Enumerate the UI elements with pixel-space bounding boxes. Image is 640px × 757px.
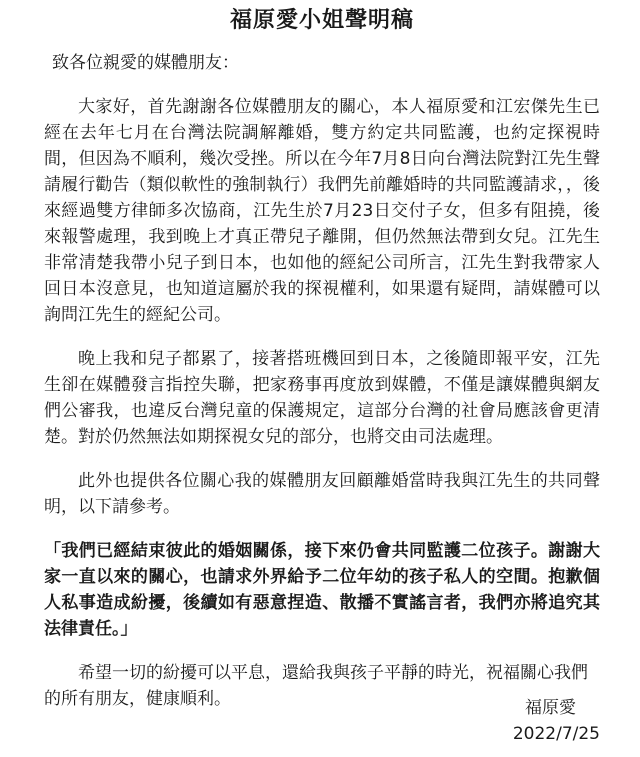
signature-block [513,695,600,747]
paragraph-1: 大家好，首先謝謝各位媒體朋友的關心，本人福原愛和江宏傑先生已經在去年七月在台灣法院調解離婚，雙方約定共同監護，也約定探視時間，但因為不順利，幾次受挫。所以在今年7月8日向台灣法院對江先生聲請履行勸告（類似軟性的強制執行）我們先前離婚時的共同監護請求，，後來經過雙方律師多次協商，江先生於7月23日交付子女，但多有阻撓，後來報警處理，我到晚上才真正帶兒子離開，但仍然無法帶到女兒。江先生非常清楚我帶小兒子到日本，也如他的經紀公司所言，江先生對我帶家人回日本沒意見，也知道這屬於我的探視權利，如果還有疑問，請媒體可以詢問江先生的經紀公司。 [44,97,600,325]
closing-paragraph: 希望一切的紛擾可以平息，還給我與孩子平靜的時光，祝福關心我們的所有朋友，健康順利。 [44,663,588,709]
signature-date: 2022/7/25 [512,724,600,744]
salutation: 致各位親愛的媒體朋友： [52,53,239,73]
signature-name: 福原愛 [525,698,576,718]
document-title: 福原愛小姐聲明稿 [229,8,414,33]
paragraph-2: 晚上我和兒子都累了，接著搭班機回到日本，之後隨即報平安，江先生卻在媒體發言指控失聯，把家務事再度放到媒體，不僅是讓媒體與網友們公審我，也違反台灣兒童的保護規定，這部分台灣的社會局應該會更清楚。對於仍然無法如期探視女兒的部分，也將交由司法處理。 [44,349,600,447]
joint-statement-quote: 「我們已經結束彼此的婚姻關係，接下來仍會共同監護二位孩子。謝謝大家一直以來的關心，也請求外界給予二位年幼的孩子私人的空間。抱歉個人私事造成紛擾，後續如有惡意捏造、散播不實謠言者，我們亦將追究其法律責任。」 [44,541,600,639]
paragraph-3: 此外也提供各位關心我的媒體朋友回顧離婚當時我與江先生的共同聲明，以下請參考。 [44,471,600,517]
